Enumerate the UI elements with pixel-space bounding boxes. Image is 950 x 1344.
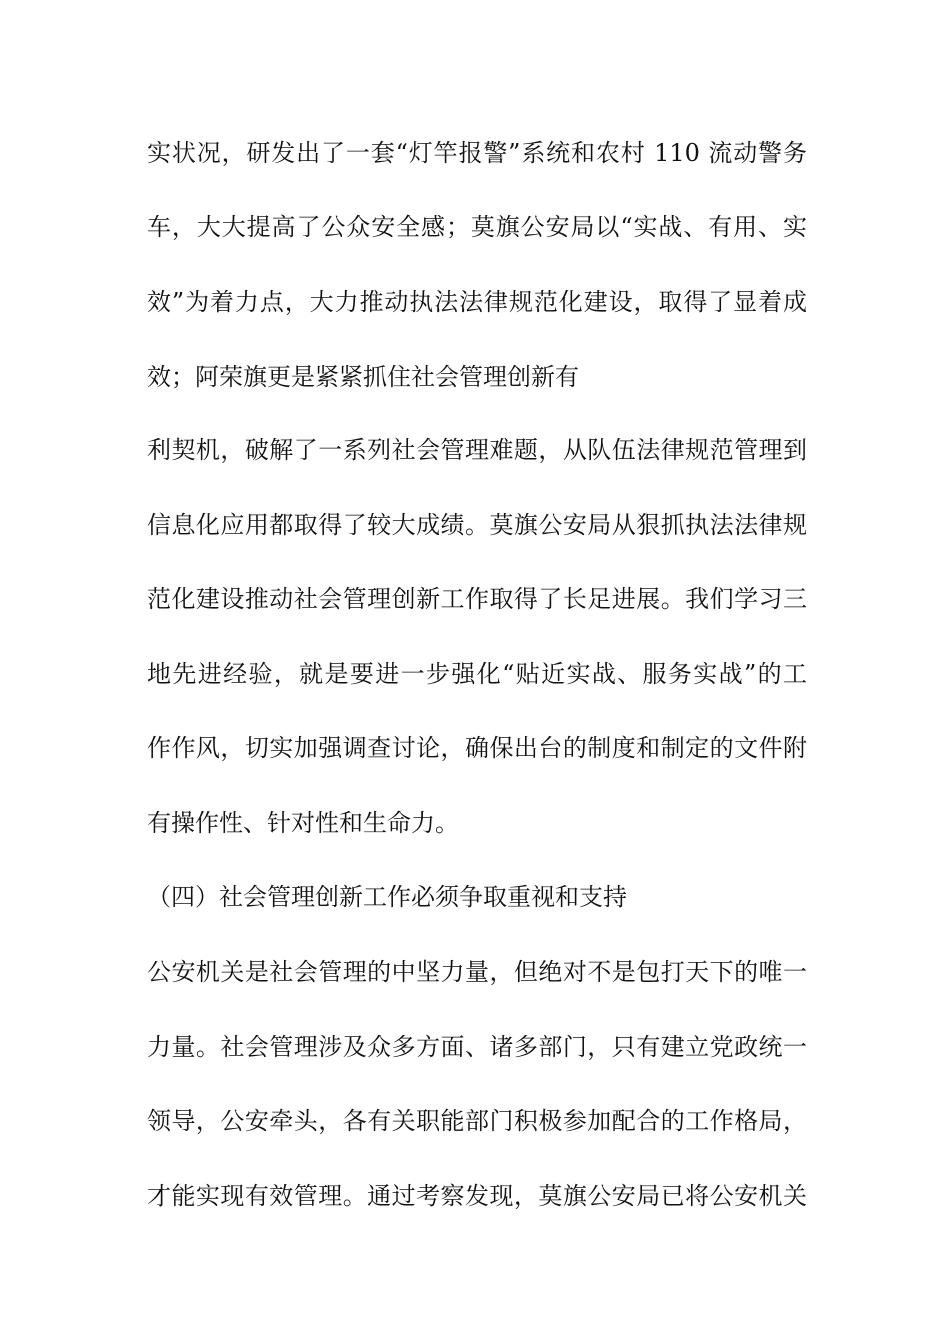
paragraph-line: 车，大大提高了公众安全感；莫旗公安局以“实战、有用、实 [147, 213, 807, 241]
paragraph-line: 利契机，破解了一系列社会管理难题，从队伍法律规范管理到 [147, 436, 807, 464]
paragraph-line: 范化建设推动社会管理创新工作取得了长足进展。我们学习三 [147, 585, 807, 613]
paragraph-line: 力量。社会管理涉及众多方面、诸多部门，只有建立党政统一 [147, 1033, 807, 1061]
paragraph-line: 作作风，切实加强调查讨论，确保出台的制度和制定的文件附 [147, 734, 807, 762]
paragraph-line: 实状况，研发出了一套“灯竿报警”系统和农村 110 流动警务 [147, 139, 807, 167]
paragraph-line: 有操作性、针对性和生命力。 [147, 809, 459, 837]
paragraph-line: 效；阿荣旗更是紧紧抓住社会管理创新有 [147, 363, 579, 391]
paragraph-line: 信息化应用都取得了较大成绩。莫旗公安局从狠抓执法法律规 [147, 511, 807, 539]
section-heading: （四）社会管理创新工作必须争取重视和支持 [147, 883, 627, 911]
paragraph-line: 公安机关是社会管理的中坚力量，但绝对不是包打天下的唯一 [147, 958, 807, 986]
paragraph-line: 领导，公安牵头，各有关职能部门积极参加配合的工作格局， [147, 1107, 807, 1135]
paragraph-line: 效”为着力点，大力推动执法法律规范化建设，取得了显着成 [147, 288, 807, 316]
paragraph-line: 才能实现有效管理。通过考察发现，莫旗公安局已将公安机关 [147, 1182, 807, 1210]
paragraph-line: 地先进经验，就是要进一步强化“贴近实战、服务实战”的工 [147, 660, 807, 688]
